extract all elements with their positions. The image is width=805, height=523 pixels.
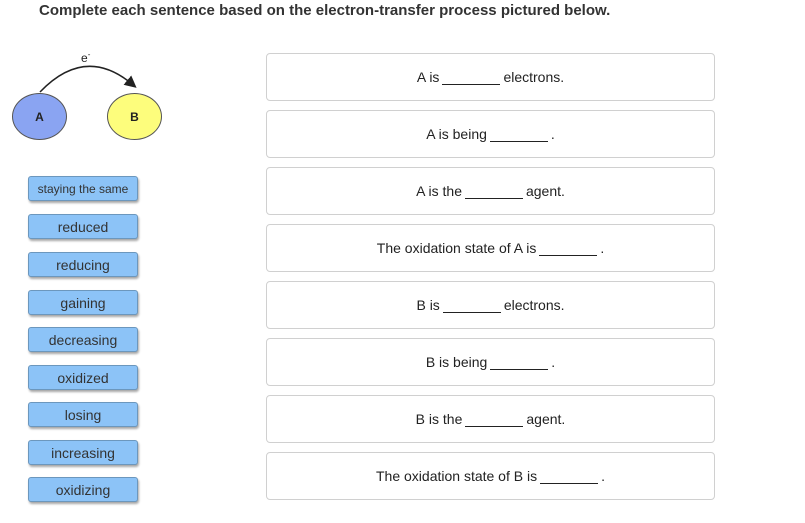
sentence-drop-target[interactable] (266, 224, 715, 272)
answer-blank[interactable] (465, 411, 523, 427)
answer-blank[interactable] (539, 240, 597, 256)
sentence-text: . (551, 354, 556, 370)
answer-chip-gaining[interactable]: gaining (28, 290, 138, 315)
answer-chip-reduced[interactable]: reduced (28, 214, 138, 239)
instructions-title: Complete each sentence based on the electron-transfer process pictured below. (39, 2, 611, 19)
transfer-arrow-icon (0, 40, 180, 100)
answer-blank[interactable] (443, 297, 501, 313)
answer-chip-losing[interactable]: losing (28, 402, 138, 427)
sentence-text: B is being (425, 354, 488, 370)
answer-blank[interactable] (442, 69, 500, 85)
answer-chip-oxidizing[interactable]: oxidizing (28, 477, 138, 502)
sentence-text: agent. (525, 183, 565, 199)
sentence-text: B is (416, 297, 440, 313)
sentence-text: . (600, 240, 605, 256)
answer-chip-increasing[interactable]: increasing (28, 440, 138, 465)
sentence-text: agent. (526, 411, 566, 427)
sentence-drop-target[interactable] (266, 167, 715, 215)
sentence-text: . (550, 126, 555, 142)
sentence-text: A is the (416, 183, 462, 199)
sentence-text: . (601, 468, 605, 484)
sentence-text: A is (416, 69, 440, 85)
answer-chip-decreasing[interactable]: decreasing (28, 327, 138, 352)
sentence-drop-target[interactable] (266, 110, 715, 158)
sentence-text: The oxidation state of A is (376, 240, 537, 256)
sentence-drop-target[interactable] (266, 395, 715, 443)
species-a-circle: A (12, 93, 67, 140)
sentence-drop-target[interactable] (266, 281, 715, 329)
sentence-text: electrons. (503, 297, 565, 313)
electron-label: e- (81, 50, 91, 65)
sentence-drop-target[interactable] (266, 338, 715, 386)
sentence-drop-target[interactable] (266, 53, 715, 101)
sentence-text: B is the (415, 411, 463, 427)
sentence-drop-target[interactable] (266, 452, 715, 500)
sentence-text: A is being (426, 126, 487, 142)
answer-chip-oxidized[interactable]: oxidized (28, 365, 138, 390)
species-b-circle: B (107, 93, 162, 140)
answer-chip-staying-the-same[interactable]: staying the same (28, 176, 138, 201)
answer-blank[interactable] (540, 468, 598, 484)
answer-blank[interactable] (465, 183, 523, 199)
sentence-text: The oxidation state of B is (376, 468, 538, 484)
sentence-text: electrons. (503, 69, 565, 85)
answer-blank[interactable] (490, 126, 548, 142)
answer-chip-reducing[interactable]: reducing (28, 252, 138, 277)
answer-blank[interactable] (490, 354, 548, 370)
